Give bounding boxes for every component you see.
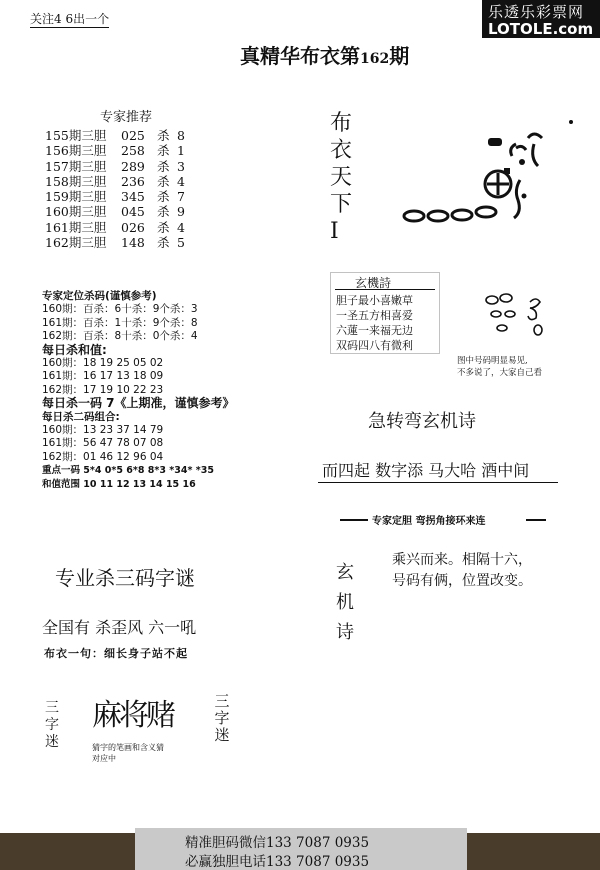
mystic-poem-text: 乘兴而来。相隔十六， 号码有俩，位置改变。 <box>392 552 532 589</box>
list-item: 161期：百杀：1十杀：9个杀：8 <box>42 316 198 329</box>
poem-lines <box>336 293 413 353</box>
footer-phone: 必赢独胆电话133 7087 0935 <box>185 854 370 870</box>
poem-title: 玄機詩 <box>355 276 392 290</box>
key-one: 重点一码 5*4 0*5 6*8 8*3 *34* *35 <box>42 465 214 477</box>
buyi-tianxia-vertical: 布衣天下I <box>330 111 353 244</box>
divider <box>335 289 435 290</box>
expert-recommend-list <box>45 128 185 250</box>
list-item: 162期：百杀：8十杀：0个杀：4 <box>42 330 198 343</box>
teaser-line: 而四起 数字添 马大哈 酒中间 <box>322 461 530 480</box>
list-item: 156期三胆 258 杀 1 <box>45 143 185 159</box>
sum-range: 和值范围 10 11 12 13 14 15 16 <box>42 478 196 490</box>
mahjong-note: 猜字的笔画和含义猜 对应中 <box>92 743 164 763</box>
kill-stats-section <box>42 290 235 491</box>
buyi-sentence: 布衣一句：细长身子站不起 <box>44 647 188 660</box>
list-item: 162期：01 46 12 96 04 <box>42 450 164 463</box>
list-item: 161期：56 47 78 07 08 <box>42 437 164 450</box>
position-kill-title: 专家定位杀码(谨慎参考) <box>42 290 157 302</box>
list-item: 157期三胆 289 杀 3 <box>45 158 185 174</box>
riddle-right-vertical: 三字迷 <box>214 692 230 744</box>
list-item: 158期三胆 236 杀 4 <box>45 173 185 189</box>
list-item: 160期三胆 045 杀 9 <box>45 204 185 220</box>
list-item: 160期：13 23 37 14 79 <box>42 424 164 437</box>
expert-recommend-title: 专家推荐 <box>100 110 153 125</box>
riddle-title: 专业杀三码字谜 <box>55 566 195 590</box>
follow-note: 关注4 6出一个 <box>30 12 110 26</box>
daily-kill-one: 每日杀一码 7《上期准，谨慎参考》 <box>42 396 235 411</box>
list-item: 162期三胆 148 杀 5 <box>45 235 185 251</box>
list-item: 双码四八有微利 <box>336 339 413 352</box>
expert-fixed-note: 专家定胆 弯拐角接环来连 <box>372 516 486 527</box>
list-item: 160期：百杀：6十杀：9个杀：3 <box>42 303 198 316</box>
list-item: 155期三胆 025 杀 8 <box>45 128 185 143</box>
divider <box>340 519 368 521</box>
list-item: 一圣五方相喜爱 <box>336 309 413 322</box>
brain-teaser-title: 急转弯玄机诗 <box>368 411 476 432</box>
picture-note: 图中号码明显易见, 不多说了，大家自己看 <box>457 356 543 378</box>
divider <box>318 482 558 483</box>
list-item: 胆子最小喜嫩草 <box>336 294 413 307</box>
title-suffix: 期 <box>389 44 410 68</box>
number-picture <box>480 290 550 340</box>
daily-kill-two-title: 每日杀二码组合: <box>42 410 120 423</box>
list-item: 160期：18 19 25 05 02 <box>42 357 164 370</box>
coin-dragon-illustration <box>400 118 575 228</box>
daily-kill-sum-title: 每日杀和值: <box>42 342 107 357</box>
title-issue: 162 <box>360 51 390 67</box>
riddle-left-vertical: 三字迷 <box>45 700 59 750</box>
divider <box>526 519 546 521</box>
list-item: 159期三胆 345 杀 7 <box>45 189 185 205</box>
list-item: 161期三胆 026 杀 4 <box>45 219 185 235</box>
riddle-line: 全国有 杀歪风 六一吼 <box>42 618 197 637</box>
mahjong-riddle: 麻将赌 <box>92 698 173 733</box>
footer-wechat: 精准胆码微信133 7087 0935 <box>185 835 370 851</box>
page-title <box>240 40 409 69</box>
list-item: 162期：17 19 10 22 23 <box>42 383 164 396</box>
watermark-line1: 乐透乐彩票网 <box>488 3 585 21</box>
mystic-poem-vertical: 玄机诗 <box>336 562 354 643</box>
title-main: 真精华布衣第 <box>240 44 360 68</box>
watermark-line2: LOTOLE.com <box>488 20 594 38</box>
list-item: 六蓮一来福无边 <box>336 324 413 337</box>
site-watermark <box>482 0 600 38</box>
list-item: 161期：16 17 13 18 09 <box>42 370 164 383</box>
